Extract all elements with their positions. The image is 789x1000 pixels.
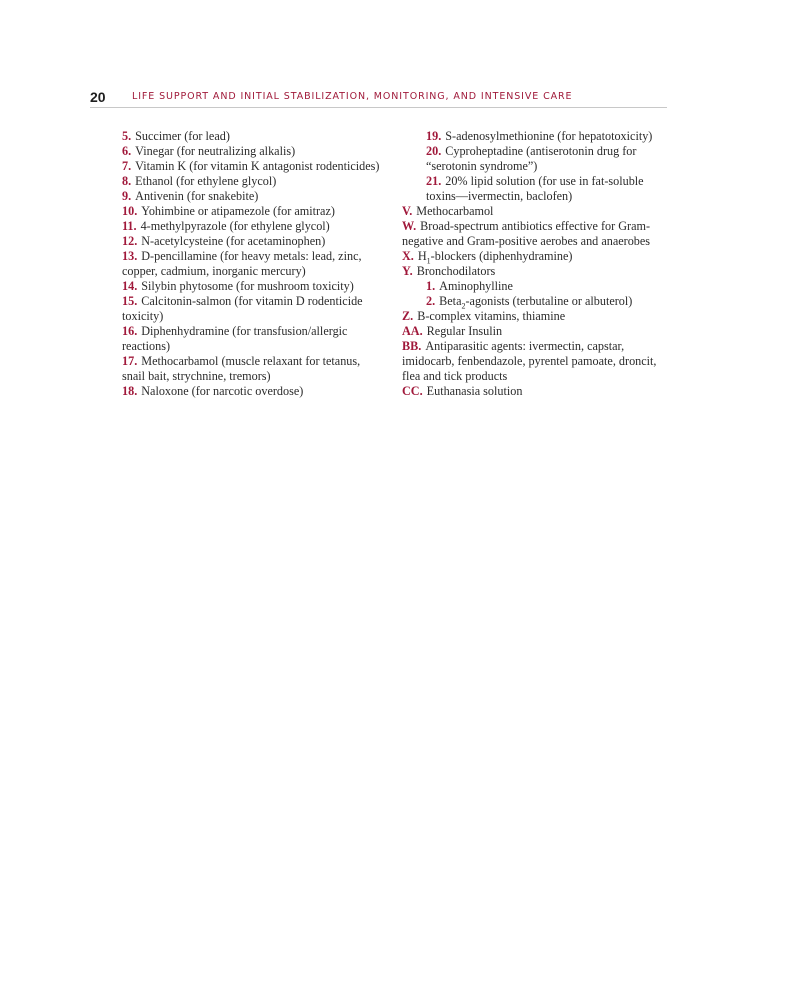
subscript: 1 <box>426 256 431 266</box>
item-marker: 1. <box>426 279 436 293</box>
item-marker: 10. <box>122 204 138 218</box>
item-marker: 6. <box>122 144 132 158</box>
list-item <box>122 159 380 174</box>
item-marker: CC. <box>402 384 423 398</box>
item-marker: 17. <box>122 354 138 368</box>
item-marker: 21. <box>426 174 442 188</box>
item-marker: 19. <box>426 129 442 143</box>
list-item <box>402 339 667 384</box>
item-text: Bronchodilators <box>416 264 496 278</box>
item-text: S-adenosylmethionine (for hepatotoxicity) <box>445 129 653 143</box>
item-marker: 20. <box>426 144 442 158</box>
item-marker: 18. <box>122 384 138 398</box>
list-item <box>122 324 380 354</box>
list-item <box>122 384 380 399</box>
list-item <box>402 384 667 399</box>
item-text: Yohimbine or atipamezole (for amitraz) <box>141 204 335 218</box>
list-item <box>122 294 380 324</box>
list-item <box>402 219 667 249</box>
item-marker: 7. <box>122 159 132 173</box>
list-item <box>122 249 380 279</box>
item-text: Calcitonin-salmon (for vitamin D rodenticide toxicity) <box>122 294 363 323</box>
list-item <box>402 309 667 324</box>
item-marker: 15. <box>122 294 138 308</box>
list-item <box>122 234 380 249</box>
item-marker: X. <box>402 249 414 263</box>
item-marker: W. <box>402 219 417 233</box>
list-item <box>402 204 667 219</box>
list-item <box>122 279 380 294</box>
item-text: Methocarbamol <box>416 204 494 218</box>
item-marker: 12. <box>122 234 138 248</box>
item-text: Ethanol (for ethylene glycol) <box>135 174 277 188</box>
item-text-post: -agonists (terbutaline or albuterol) <box>465 294 633 308</box>
item-text: Antivenin (for snakebite) <box>135 189 259 203</box>
list-item <box>402 324 667 339</box>
item-text: Cyproheptadine (antiserotonin drug for “serotonin syndrome”) <box>426 144 637 173</box>
left-column <box>122 129 380 399</box>
item-marker: V. <box>402 204 413 218</box>
item-text: Euthanasia solution <box>426 384 523 398</box>
item-marker: 5. <box>122 129 132 143</box>
item-marker: Z. <box>402 309 414 323</box>
right-column <box>402 129 667 399</box>
list-item <box>122 354 380 384</box>
item-marker: 14. <box>122 279 138 293</box>
item-marker: 11. <box>122 219 137 233</box>
page-number: 20 <box>90 89 106 105</box>
item-marker: 13. <box>122 249 138 263</box>
list-item <box>122 219 380 234</box>
item-text: N-acetylcysteine (for acetaminophen) <box>141 234 326 248</box>
item-marker: Y. <box>402 264 413 278</box>
list-item <box>122 204 380 219</box>
item-marker: 2. <box>426 294 436 308</box>
list-item <box>402 249 667 264</box>
list-item <box>402 279 667 294</box>
list-item <box>402 129 667 144</box>
list-item <box>402 294 667 309</box>
item-text-pre: H <box>417 249 427 263</box>
running-title: LIFE SUPPORT AND INITIAL STABILIZATION, MONITORING, AND INTENSIVE CARE <box>132 91 573 102</box>
item-text: Vinegar (for neutralizing alkalis) <box>135 144 296 158</box>
list-item <box>122 144 380 159</box>
item-text: 20% lipid solution (for use in fat-soluble toxins—ivermectin, baclofen) <box>426 174 644 203</box>
item-text: 4-methylpyrazole (for ethylene glycol) <box>140 219 330 233</box>
item-text: Aminophylline <box>439 279 513 293</box>
list-item <box>402 174 667 204</box>
list-item <box>402 144 667 174</box>
item-marker: 16. <box>122 324 138 338</box>
list-item <box>122 129 380 144</box>
item-text: D-pencillamine (for heavy metals: lead, zinc, copper, cadmium, inorganic mercury) <box>122 249 362 278</box>
item-text: Antiparasitic agents: ivermectin, capstar, imidocarb, fenbendazole, pyrentel pamoate, droncit, flea and tick products <box>402 339 657 383</box>
subscript: 2 <box>461 301 466 311</box>
list-item <box>402 264 667 279</box>
item-text-post: -blockers (diphenhydramine) <box>430 249 573 263</box>
item-text: Broad-spectrum antibiotics effective for Gram-negative and Gram-positive aerobes and anaerobes <box>402 219 651 248</box>
list-item <box>122 174 380 189</box>
item-text: Succimer (for lead) <box>135 129 230 143</box>
list-item <box>122 189 380 204</box>
item-text: Diphenhydramine (for transfusion/allergic reactions) <box>122 324 348 353</box>
item-text: Methocarbamol (muscle relaxant for tetanus, snail bait, strychnine, tremors) <box>122 354 361 383</box>
item-marker: 8. <box>122 174 132 188</box>
item-text: Vitamin K (for vitamin K antagonist rodenticides) <box>135 159 380 173</box>
item-text: Silybin phytosome (for mushroom toxicity) <box>141 279 354 293</box>
item-marker: 9. <box>122 189 132 203</box>
item-text: Regular Insulin <box>426 324 503 338</box>
item-text: B-complex vitamins, thiamine <box>417 309 566 323</box>
item-text: Naloxone (for narcotic overdose) <box>141 384 304 398</box>
item-marker: AA. <box>402 324 423 338</box>
running-header <box>90 89 667 108</box>
item-marker: BB. <box>402 339 422 353</box>
item-text-pre: Beta <box>439 294 462 308</box>
